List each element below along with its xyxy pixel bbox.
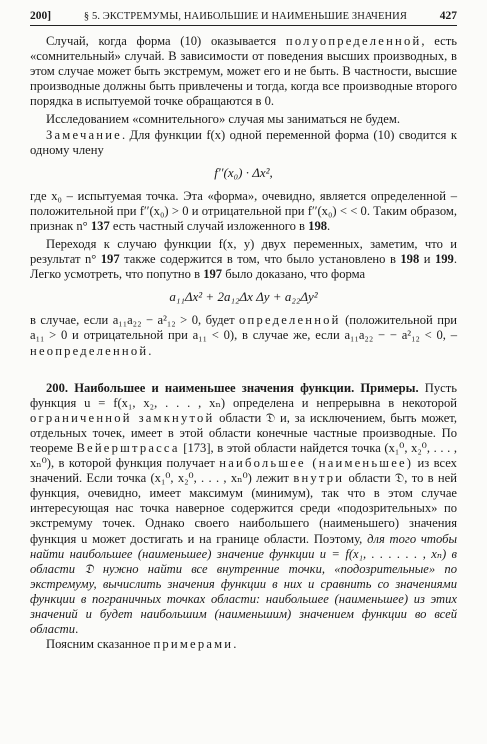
text-run: [173], в этой области найдется точка (x₁⁰, x₂⁰, . . . , xₙ⁰), в которой функция получает (30, 440, 457, 471)
formula-single-term: f′′(x₀) · Δx², (214, 164, 273, 180)
paragraph-examples (30, 637, 457, 652)
paragraph-remark (30, 128, 457, 158)
text-run: Пусть функция u = f(x₁, x₂, . . . , xₙ) определена и непрерывна в некоторой (30, 380, 457, 410)
text-run: . (75, 622, 79, 637)
text-run: Переходя к случаю функции f(x, y) двух переменных, заметим, что и результат n° (30, 237, 457, 267)
text-run: из всех значений. Если точка (x₁⁰, x₂⁰, . . . , xₙ⁰) лежит (30, 456, 457, 486)
spaced-term: наибольшее (наименьшее) (219, 456, 414, 471)
ref-198: 198 (308, 218, 328, 233)
spaced-term: ограниченной замкнутой (30, 410, 215, 425)
text-run: также содержится в том, что было установлено в (119, 252, 401, 267)
paragraph-doubtful-case (30, 34, 457, 109)
text-run: области 𝔇, то в ней функция, очевидно, имеет максимум (минимум), так что в этом случае интересующая нас точка наверное содержится среди «подозрительных» по экстремуму точек. Однако своего наибольшего (наименьшего) значения функция u может достигать и на границе области. Поэтому, (30, 471, 458, 546)
running-title: § 5. ЭКСТРЕМУМЫ, НАИБОЛЬШИЕ И НАИМЕНЬШИЕ ЗНАЧЕНИЯ (83, 11, 407, 22)
text-run: Случай, когда форма (10) оказывается (46, 34, 286, 48)
text-run: есть частный случай изложенного в (109, 218, 309, 233)
text-run: . (148, 343, 152, 358)
paragraph-not-studied: Исследованием «сомнительного» случая мы заниматься не будем. (46, 112, 400, 127)
text-run: где x₀ – испытуемая точка. Эта «форма», очевидно, является определенной – положительной при f′′(x₀) > 0 и отрицательной при f′′(x₀) < < 0. Таким образом, признак n° (30, 188, 457, 233)
remark-label: Замечание (46, 127, 122, 142)
spaced-term: внутри (293, 471, 345, 486)
text-run: . (327, 218, 331, 233)
section-200 (30, 381, 457, 638)
text-run: области 𝔇 и, за исключением, быть может, отдельных точек, имеет в этой области конечные частные производные. По теореме (30, 410, 457, 455)
spaced-term: определенной (239, 313, 341, 328)
page-number: 427 (439, 10, 457, 22)
text-run: . Легко усмотреть, что попутно в (30, 252, 457, 282)
text-run: . Для функции f(x) одной переменной форма (10) сводится к одному члену (30, 127, 457, 157)
spaced-term: примерами (153, 637, 234, 652)
spaced-term: полуопределенной (285, 34, 422, 48)
ref-137: 137 (90, 218, 110, 233)
text-run: и (419, 252, 435, 267)
spaced-term: неопределенной (30, 343, 149, 358)
italic-rule: для того чтобы найти наибольшее (наименьшее) значение функции u = f(x₁, . . . . . . , xₙ) в области 𝔇 нужно найти все внутренние точки, «подозрительные» по экстремуму, вычислить значения функции в них и сравнить со значениями функции в пограничных точках области: наибольшее (наименьшее) из этих значений и будет наибольшим (наименьшим) значением функции во всей области (30, 531, 457, 637)
ref-197: 197 (100, 252, 120, 267)
page-header (30, 10, 457, 26)
text-run: , есть «сомнительный» случай. В зависимости от поведения высших производных, в этом случае может быть экстремум, может его и не быть. В частности, высшие производные должны быть привлечены и тогда, когда все производные второго порядка в испытуемой точке обращаются в 0. (30, 34, 457, 109)
paragraph-two-variables (30, 237, 457, 282)
text-run: в случае, если a₁₁a₂₂ − a²₁₂ > 0, будет (30, 313, 240, 328)
spaced-term: Вейерштрасса (76, 440, 180, 455)
left-page-ref: 200] (30, 10, 52, 22)
text-run: . (233, 637, 237, 652)
paragraph-definiteness (30, 313, 457, 358)
section-heading: 200. Наибольшее и наименьшее значения функции. Примеры. (46, 380, 419, 395)
paragraph-test-point (30, 189, 457, 234)
text-run: (положительной при a₁₁ > 0 и отрицательной при a₁₁ < 0), в случае же, если a₁₁a₂₂ − − a²₁₂ < 0, – (30, 313, 457, 343)
text-run: было доказано, что форма (222, 267, 366, 282)
ref-198: 198 (400, 252, 420, 267)
text-run: Поясним сказанное (46, 637, 154, 652)
formula-quadratic-form: a₁₁Δx² + 2a₁₂Δx Δy + a₂₂Δy² (169, 289, 318, 305)
ref-199: 199 (434, 252, 454, 267)
ref-197: 197 (203, 267, 223, 282)
